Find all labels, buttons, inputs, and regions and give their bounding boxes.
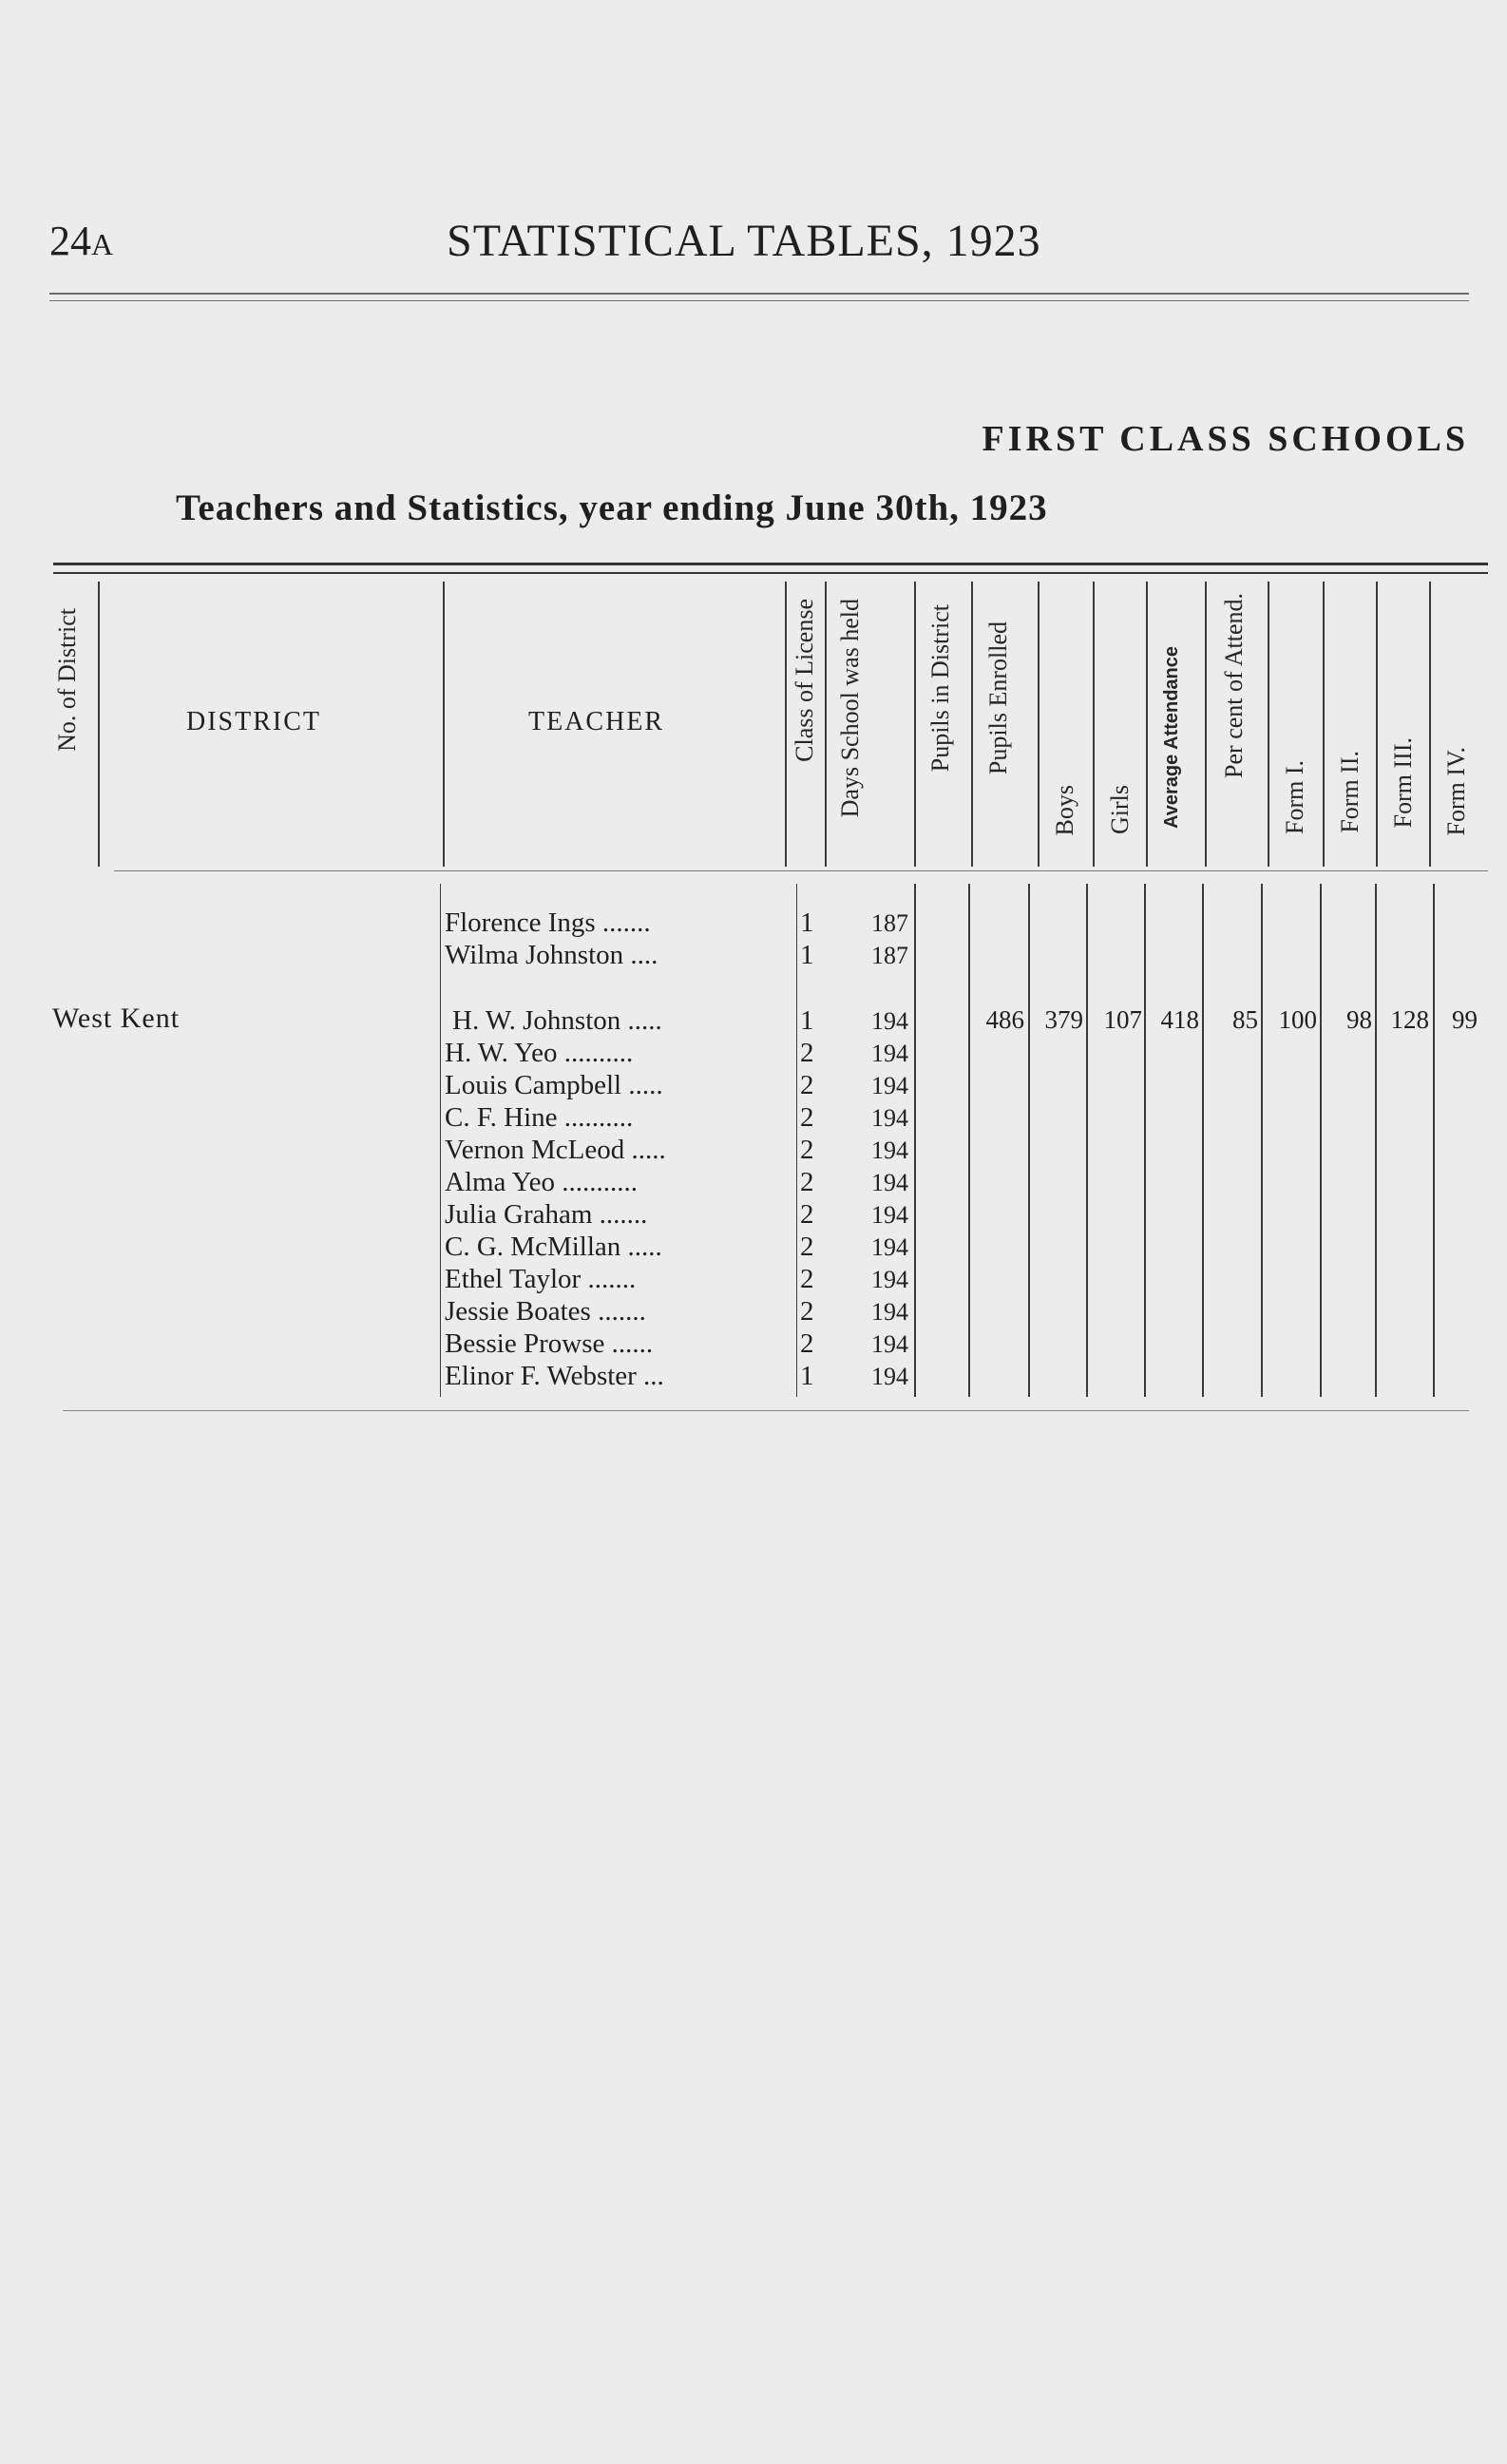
table-row [445,1264,814,1296]
header-divider [971,582,973,867]
header-divider [1205,582,1207,867]
teacher-name: C. G. McMillan ..... [445,1232,662,1262]
header-divider [98,582,100,867]
header-divider [443,582,445,867]
teacher-name: Louis Campbell ..... [445,1070,663,1100]
teacher-name: Ethel Taylor ....... [445,1264,637,1294]
teacher-name: Bessie Prowse ...... [445,1328,654,1359]
page-number [49,217,113,265]
header-teacher: TEACHER [528,707,665,736]
header-divider [1323,582,1325,867]
teacher-name: C. F. Hine .......... [445,1102,634,1133]
body-divider [1086,884,1088,1397]
percent-attend-value: 85 [1232,1005,1258,1034]
header-rule-bottom [49,300,1469,301]
page-number-suffix: A [91,227,114,261]
form-3-value: 128 [1390,1005,1429,1034]
body-divider [1202,884,1204,1397]
body-divider [1261,884,1263,1397]
table-row [445,1361,814,1393]
table-rule-top [53,563,1488,565]
class-of-license-value: 2 [800,1232,814,1262]
days-held-value: 194 [871,1104,908,1132]
header-divider [1038,582,1040,867]
table-row [445,1005,814,1038]
days-held-value: 187 [871,909,908,937]
body-divider [914,884,916,1397]
days-held-value: 194 [871,1072,908,1099]
days-held-value: 194 [871,1007,908,1035]
header-rule-top [49,293,1469,295]
table-rule-second [53,572,1488,574]
header-percent-attend: Per cent of Attend. [1220,593,1248,778]
page-number-digits: 24 [49,218,91,264]
teacher-name: Vernon McLeod ..... [445,1135,666,1165]
days-held-value: 194 [871,1266,908,1293]
table-row [445,1135,814,1167]
header-boys: Boys [1051,785,1078,836]
district-name: West Kent [52,1003,181,1034]
body-divider [1433,884,1435,1397]
class-of-license-value: 2 [800,1167,814,1197]
days-held-value: 194 [871,1169,908,1196]
header-divider [1429,582,1431,867]
class-of-license-value: 2 [800,1070,814,1100]
header-divider [825,582,827,867]
days-held-value: 194 [871,1363,908,1390]
header-pupils-enrolled: Pupils Enrolled [984,621,1012,775]
class-of-license-value: 2 [800,1328,814,1359]
header-divider [1268,582,1269,867]
class-of-license-value: 1 [800,907,814,938]
running-head: STATISTICAL TABLES, 1923 [447,216,1041,266]
days-held-value: 194 [871,1136,908,1164]
class-of-license-value: 2 [800,1264,814,1294]
class-of-license-value: 1 [800,940,814,970]
header-class-of-license: Class of License [791,599,818,762]
table-subtitle: Teachers and Statistics, year ending June 30th, 1923 [176,487,1048,528]
table-row [445,1296,814,1328]
table-row [445,940,814,972]
teacher-name: Julia Graham ....... [445,1199,648,1230]
girls-value: 107 [1103,1005,1142,1034]
header-bottom-rule [114,870,1488,871]
days-held-value: 194 [871,1201,908,1229]
body-divider [1320,884,1322,1397]
teacher-name: Jessie Boates ....... [445,1296,646,1327]
days-held-value: 187 [871,942,908,969]
header-form-3: Form III. [1389,737,1417,829]
table-row [445,1167,814,1199]
header-pupils-in-district: Pupils in District [926,604,954,773]
body-divider [1144,884,1146,1397]
form-4-value: 99 [1452,1005,1478,1034]
boys-value: 379 [1044,1005,1083,1034]
teacher-name: Wilma Johnston .... [445,940,658,970]
table-rule-bottom [63,1410,1469,1411]
table-row [445,1070,814,1102]
days-held-value: 194 [871,1233,908,1261]
header-form-2: Form II. [1336,751,1364,833]
table-row [445,1328,814,1361]
teacher-name: Florence Ings ....... [445,907,651,938]
header-divider [785,582,787,867]
class-of-license-value: 2 [800,1135,814,1165]
header-form-1: Form I. [1281,760,1308,834]
teacher-name: Alma Yeo ........... [445,1167,639,1197]
form-2-value: 98 [1346,1005,1372,1034]
class-of-license-value: 2 [800,1038,814,1068]
table-row [445,1232,814,1264]
header-divider [914,582,916,867]
body-divider [1028,884,1030,1397]
header-girls: Girls [1106,785,1134,834]
days-held-value: 194 [871,1298,908,1326]
table-row [445,1102,814,1135]
teacher-name: H. W. Yeo .......... [445,1038,634,1068]
body-divider [440,884,441,1397]
average-attendance-value: 418 [1160,1005,1199,1034]
days-held-value: 194 [871,1040,908,1067]
class-of-license-value: 2 [800,1296,814,1327]
table-row [445,1199,814,1232]
header-district: DISTRICT [186,707,321,736]
teacher-name: Elinor F. Webster ... [445,1361,664,1391]
header-days-school-held [836,599,865,817]
form-1-value: 100 [1278,1005,1317,1034]
class-of-license-value: 1 [800,1361,814,1391]
header-no-of-district: No. of District [53,608,81,752]
header-days-school-held-text: Days School was held [836,599,864,818]
table-row [445,1038,814,1070]
table-row [445,907,814,940]
class-of-license-value: 2 [800,1102,814,1133]
class-of-license-value: 2 [800,1199,814,1230]
header-divider [1376,582,1378,867]
header-divider [1093,582,1095,867]
days-held-value: 194 [871,1330,908,1358]
header-average-attendance: Average Attendance [1161,646,1182,829]
pupils-enrolled-value: 486 [985,1005,1024,1034]
class-of-license-value: 1 [800,1005,814,1036]
teacher-name: H. W. Johnston ..... [452,1005,662,1036]
section-title: FIRST CLASS SCHOOLS [982,419,1469,459]
body-divider [1375,884,1377,1397]
header-divider [1146,582,1148,867]
header-form-4: Form IV. [1442,747,1470,836]
body-divider [968,884,970,1397]
